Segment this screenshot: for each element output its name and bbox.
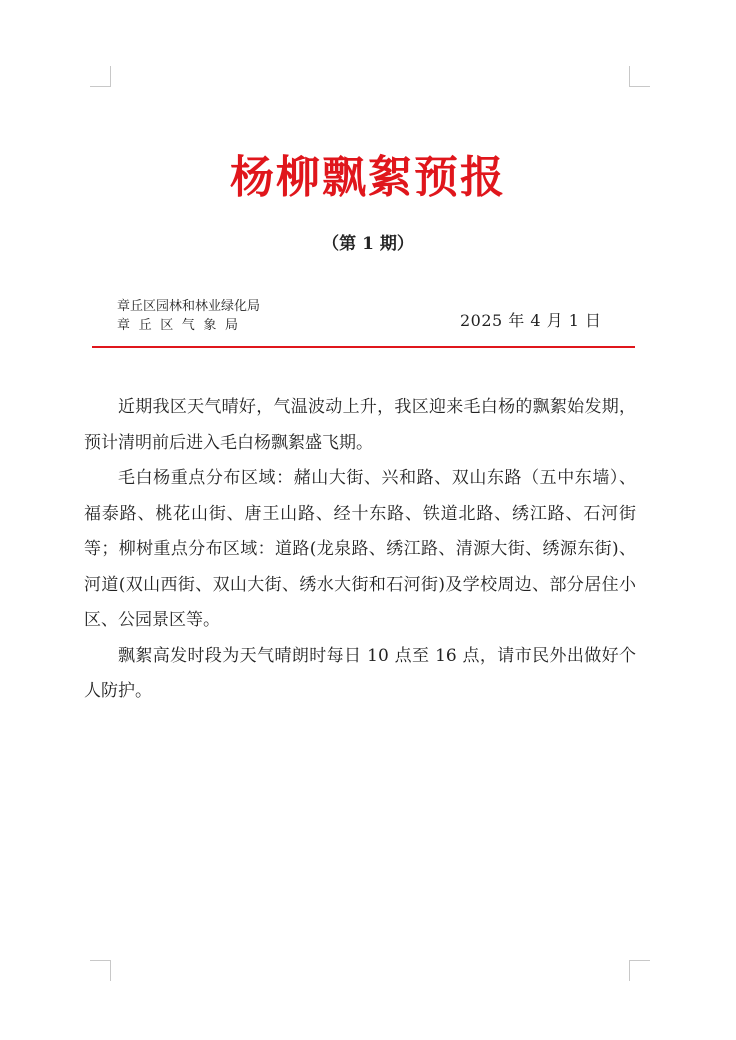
red-divider-rule <box>92 346 635 348</box>
document-title: 杨柳飘絮预报 <box>230 152 506 203</box>
issuer-forestry-bureau: 章丘区园林和林业绿化局 <box>117 299 261 314</box>
issuing-agencies <box>117 297 260 335</box>
issuer-meteorological-bureau: 章丘区气象局 <box>117 318 247 333</box>
issue-date: 2025 年 4 月 1 日 <box>460 311 602 330</box>
crop-mark-bottom-right <box>629 960 650 981</box>
document-body <box>84 390 636 710</box>
paragraph-1: 近期我区天气晴好，气温波动上升，我区迎来毛白杨的飘絮始发期，预计清明前后进入毛白杨飘絮盛飞期。 <box>84 397 636 453</box>
paragraph-2: 毛白杨重点分布区域：赭山大街、兴和路、双山东路（五中东墙）、福泰路、桃花山街、唐王山路、经十东路、铁道北路、绣江路、石河街等；柳树重点分布区域：道路(龙泉路、绣江路、清源大街、绣源东街)、河道(双山西街、双山大街、绣水大街和石河街)及学校周边、部分居住小区、公园景区等。 <box>84 468 636 630</box>
crop-mark-top-left <box>90 66 111 87</box>
crop-mark-bottom-left <box>90 960 111 981</box>
crop-mark-top-right <box>629 66 650 87</box>
issue-number: （第 1 期） <box>322 234 414 254</box>
paragraph-3: 飘絮高发时段为天气晴朗时每日 10 点至 16 点，请市民外出做好个人防护。 <box>84 645 636 701</box>
